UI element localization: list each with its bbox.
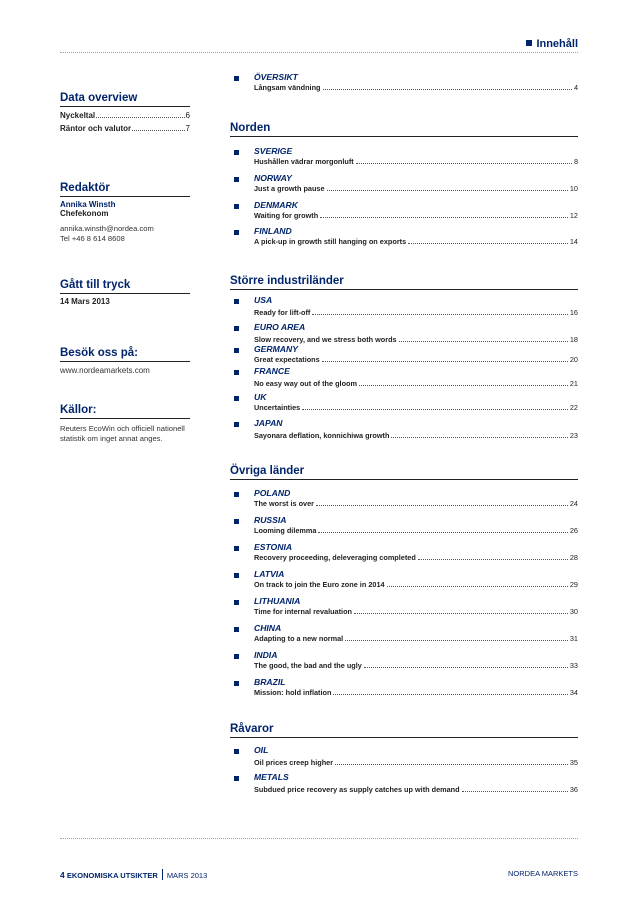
sources-block	[60, 404, 190, 444]
square-bullet-icon	[234, 150, 239, 155]
footer-publication: EKONOMISKA UTSIKTER	[66, 871, 158, 880]
toc-entry-oil[interactable]: OIL Oil prices creep higher 35	[230, 745, 578, 767]
toc-entry-poland[interactable]: POLAND The worst is over 24	[230, 488, 578, 508]
editor-email[interactable]: annika.winsth@nordea.com	[60, 224, 154, 233]
square-bullet-icon	[526, 40, 532, 46]
header-title: Innehåll	[526, 38, 578, 50]
print-block	[60, 279, 190, 306]
visit-heading: Besök oss på:	[60, 347, 190, 362]
footer-page-number: 4	[60, 870, 65, 880]
toc-entry-germany[interactable]: GERMANY Great expectations 20	[230, 344, 578, 364]
square-bullet-icon	[234, 422, 239, 427]
square-bullet-icon	[234, 204, 239, 209]
toc-link-nyckeltal[interactable]: Nyckeltal 6	[60, 111, 190, 120]
square-bullet-icon	[234, 749, 239, 754]
editor-block	[60, 182, 190, 244]
section-heading-other: Övriga länder	[230, 465, 578, 480]
square-bullet-icon	[234, 600, 239, 605]
toc-entry-uk[interactable]: UK Uncertainties 22	[230, 392, 578, 412]
toc-entry-france[interactable]: FRANCE No easy way out of the gloom 21	[230, 366, 578, 388]
editor-heading: Redaktör	[60, 182, 190, 197]
square-bullet-icon	[234, 627, 239, 632]
print-heading: Gått till tryck	[60, 279, 190, 294]
square-bullet-icon	[234, 546, 239, 551]
editor-phone: Tel +46 8 614 8608	[60, 233, 125, 243]
square-bullet-icon	[234, 76, 239, 81]
header-divider	[60, 52, 578, 53]
toc-entry-india[interactable]: INDIA The good, the bad and the ugly 33	[230, 650, 578, 670]
sources-heading: Källor:	[60, 404, 190, 419]
toc-entry-metals[interactable]: METALS Subdued price recovery as supply catches up with demand 36	[230, 772, 578, 794]
sources-text: Reuters EcoWin och officiell nationell statistik om inget annat anges.	[60, 424, 185, 443]
toc-entry-euro-area[interactable]: EURO AREA Slow recovery, and we stress both words 18	[230, 322, 578, 344]
editor-role: Chefekonom	[60, 209, 109, 218]
toc-entry-estonia[interactable]: ESTONIA Recovery proceeding, deleveraging completed 28	[230, 542, 578, 562]
visit-block	[60, 347, 190, 376]
square-bullet-icon	[234, 776, 239, 781]
toc-entry-sverige[interactable]: SVERIGE Hushållen vädrar morgonluft 8	[230, 146, 578, 166]
footer-issue: MARS 2013	[166, 871, 208, 880]
square-bullet-icon	[234, 573, 239, 578]
toc-entry-denmark[interactable]: DENMARK Waiting for growth 12	[230, 200, 578, 220]
toc-entry-finland[interactable]: FINLAND A pick-up in growth still hanging on exports 14	[230, 226, 578, 246]
editor-name: Annika Winsth	[60, 200, 116, 209]
toc-entry-brazil[interactable]: BRAZIL Mission: hold inflation 34	[230, 677, 578, 697]
toc-entry-lithuania[interactable]: LITHUANIA Time for internal revaluation 30	[230, 596, 578, 616]
toc-entry-norway[interactable]: NORWAY Just a growth pause 10	[230, 173, 578, 193]
section-heading-norden: Norden	[230, 122, 578, 137]
section-heading-major: Större industriländer	[230, 275, 578, 290]
footer-publisher: NORDEA MARKETS	[507, 869, 578, 878]
square-bullet-icon	[234, 654, 239, 659]
visit-url[interactable]: www.nordeamarkets.com	[60, 366, 150, 375]
square-bullet-icon	[234, 396, 239, 401]
square-bullet-icon	[234, 492, 239, 497]
toc-entry-oversikt[interactable]: ÖVERSIKT Långsam vändning 4	[230, 72, 578, 92]
square-bullet-icon	[234, 299, 239, 304]
data-overview-heading: Data overview	[60, 92, 190, 107]
square-bullet-icon	[234, 519, 239, 524]
square-bullet-icon	[234, 177, 239, 182]
toc-entry-latvia[interactable]: LATVIA On track to join the Euro zone in 2014 29	[230, 569, 578, 589]
toc-entry-china[interactable]: CHINA Adapting to a new normal 31	[230, 623, 578, 643]
toc-entry-japan[interactable]: JAPAN Sayonara deflation, konnichiwa growth 23	[230, 418, 578, 440]
section-heading-commodities: Råvaror	[230, 723, 578, 738]
square-bullet-icon	[234, 370, 239, 375]
toc-entry-russia[interactable]: RUSSIA Looming dilemma 26	[230, 515, 578, 535]
square-bullet-icon	[234, 326, 239, 331]
data-overview-block	[60, 92, 190, 133]
toc-link-rantor-valutor[interactable]: Räntor och valutor 7	[60, 124, 190, 133]
footer	[60, 869, 578, 880]
square-bullet-icon	[234, 348, 239, 353]
square-bullet-icon	[234, 681, 239, 686]
toc-entry-usa[interactable]: USA Ready for lift-off 16	[230, 295, 578, 317]
footer-divider	[60, 838, 578, 839]
print-date: 14 Mars 2013	[60, 297, 110, 306]
square-bullet-icon	[234, 230, 239, 235]
